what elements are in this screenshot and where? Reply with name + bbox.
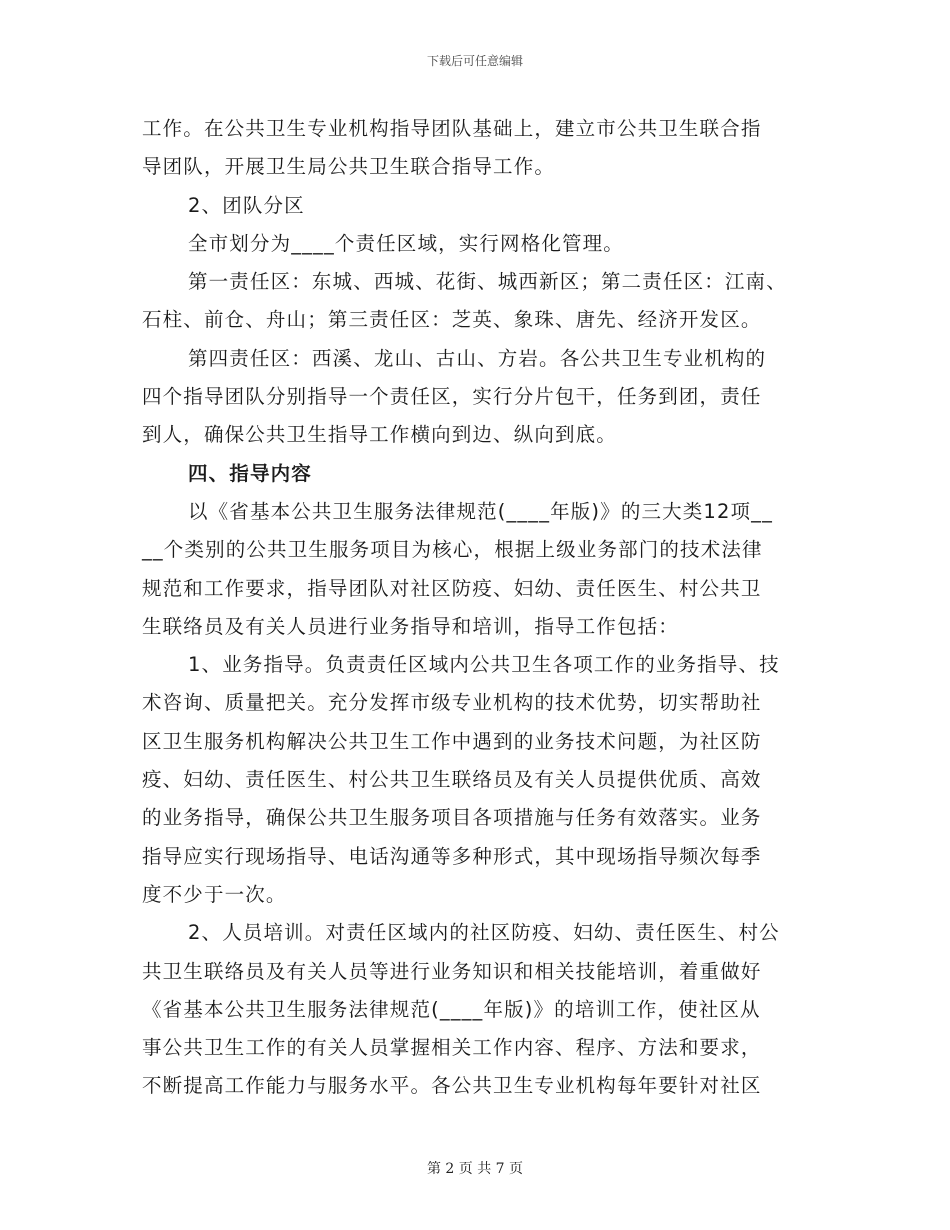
text-line: __个类别的公共卫生服务项目为核心，根据上级业务部门的技术法律 xyxy=(142,538,763,562)
text-line: 工作。在公共卫生专业机构指导团队基础上，建立市公共卫生联合指 xyxy=(142,117,762,140)
text-line: 到人，确保公共卫生指导工作横向到边、纵向到底。 xyxy=(142,423,617,447)
text-line: 《省基本公共卫生服务法律规范(____年版)》的培训工作，使社区从 xyxy=(142,997,761,1021)
text-line: 规范和工作要求，指导团队对社区防疫、妇幼、责任医生、村公共卫 xyxy=(142,576,762,600)
text-line: 石柱、前仓、舟山；第三责任区：芝英、象珠、唐先、经济开发区。 xyxy=(142,308,762,332)
text-line: 指导应实行现场指导、电话沟通等多种形式，其中现场指导频次每季 xyxy=(142,844,762,868)
text-line: 第四责任区：西溪、龙山、古山、方岩。各公共卫生专业机构的 xyxy=(188,346,767,370)
text-line: 以《省基本公共卫生服务法律规范(____年版)》的三大类12项__ xyxy=(188,499,773,523)
text-line: 区卫生服务机构解决公共卫生工作中遇到的业务技术问题，为社区防 xyxy=(142,729,762,753)
text-line: 导团队，开展卫生局公共卫生联合指导工作。 xyxy=(142,155,556,179)
text-line: 四个指导团队分别指导一个责任区，实行分片包干，任务到团，责任 xyxy=(142,385,762,409)
text-line: 共卫生联络员及有关人员等进行业务知识和相关技能培训，着重做好 xyxy=(142,959,762,983)
text-line: 生联络员及有关人员进行业务指导和培训，指导工作包括： xyxy=(142,614,679,638)
text-line: 术咨询、质量把关。充分发挥市级专业机构的技术优势，切实帮助社 xyxy=(142,691,762,715)
document-body xyxy=(142,110,812,1106)
text-line: 2、团队分区 xyxy=(188,193,305,217)
page-header-note: 下载后可任意编辑 xyxy=(426,54,523,68)
text-line: 度不少于一次。 xyxy=(142,882,287,906)
section-heading: 四、指导内容 xyxy=(188,461,312,485)
text-line: 全市划分为____个责任区域，实行网格化管理。 xyxy=(188,231,624,255)
text-line: 事公共卫生工作的有关人员掌握相关工作内容、程序、方法和要求， xyxy=(142,1036,762,1060)
text-line: 疫、妇幼、责任医生、村公共卫生联络员及有关人员提供优质、高效 xyxy=(142,768,762,792)
text-line: 的业务指导，确保公共卫生服务项目各项措施与任务有效落实。业务 xyxy=(142,806,762,830)
text-line: 2、人员培训。对责任区域内的社区防疫、妇幼、责任医生、村公 xyxy=(188,921,780,945)
text-line: 不断提高工作能力与服务水平。各公共卫生专业机构每年要针对社区 xyxy=(142,1074,762,1098)
page-number-footer: 第 2 页 共 7 页 xyxy=(426,1161,524,1177)
text-line: 第一责任区：东城、西城、花街、城西新区；第二责任区：江南、 xyxy=(188,270,787,294)
text-line: 1、业务指导。负责责任区域内公共卫生各项工作的业务指导、技 xyxy=(188,653,780,677)
